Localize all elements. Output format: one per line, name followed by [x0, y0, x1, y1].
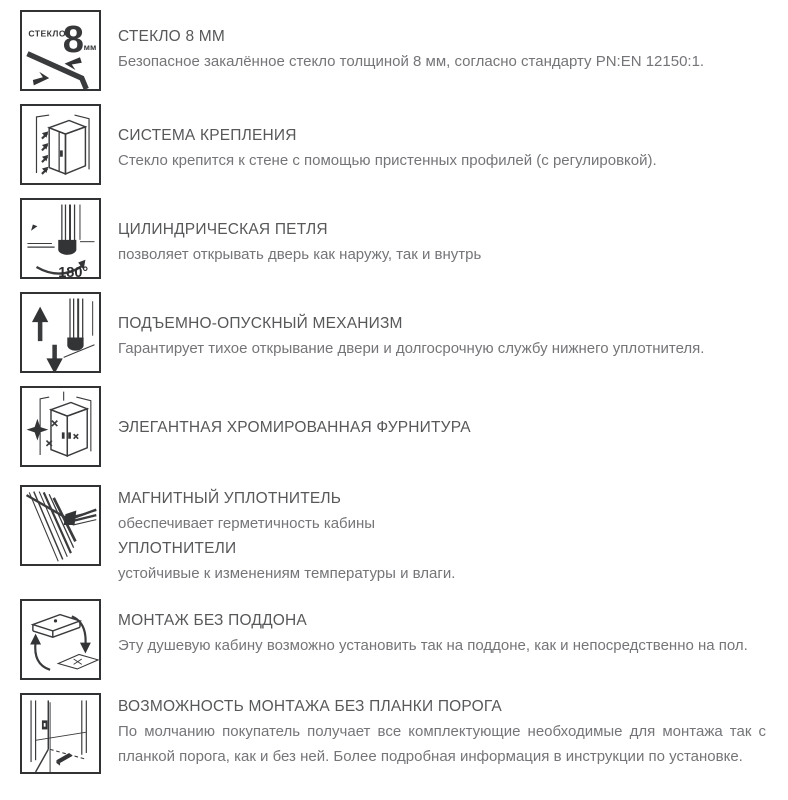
feature-title: МАГНИТНЫЙ УПЛОТНИТЕЛЬ: [118, 490, 342, 507]
feature-description: обеспечивает герметичность кабины: [118, 515, 376, 532]
feature-title-secondary: УПЛОТНИТЕЛИ: [118, 540, 237, 557]
feature-title: ЭЛЕГАНТНАЯ ХРОМИРОВАННАЯ ФУРНИТУРА: [118, 419, 471, 436]
glass-icon-number: 8: [62, 18, 84, 61]
feature-title: ЦИЛИНДРИЧЕСКАЯ ПЕТЛЯ: [118, 221, 328, 238]
feature-description: Эту душевую кабину возможно установить так на поддоне, как и непосредственно на пол.: [118, 637, 748, 654]
glass-8mm-icon: [20, 10, 101, 91]
feature-title: МОНТАЖ БЕЗ ПОДДОНА: [118, 612, 307, 629]
feature-description: Гарантирует тихое открывание двери и долгосрочную службу нижнего уплотнителя.: [118, 340, 705, 357]
feature-title: ВОЗМОЖНОСТЬ МОНТАЖА БЕЗ ПЛАНКИ ПОРОГА: [118, 698, 502, 715]
feature-title: ПОДЪЕМНО-ОПУСКНЫЙ МЕХАНИЗМ: [118, 315, 403, 332]
feature-description-secondary: устойчивые к изменениям температуры и влаги.: [118, 565, 456, 582]
feature-description: По молчанию покупатель получает все комплектующие необходимые для монтажа так с планкой порога, как и без ней. Более подробная информация в инструкции по установке.: [118, 723, 766, 765]
feature-title: СТЕКЛО 8 ММ: [118, 28, 225, 45]
cylindrical-hinge-180-icon: [20, 198, 101, 279]
feature-row-hinge: [20, 198, 788, 279]
feature-description: позволяет открывать дверь как наружу, так и внутрь: [118, 246, 482, 263]
feature-row-mounting: [20, 104, 788, 185]
glass-icon-unit: мм: [83, 42, 97, 53]
feature-row-seals: [20, 485, 788, 586]
feature-row-no-tray: [20, 599, 788, 680]
no-threshold-bar-icon: [20, 693, 101, 774]
feature-description: Стекло крепится к стене с помощью пристенных профилей (с регулировкой).: [118, 152, 657, 169]
magnetic-seal-icon: [20, 485, 101, 566]
feature-row-glass: [20, 10, 788, 91]
feature-description: Безопасное закалённое стекло толщиной 8 мм, согласно стандарту PN:EN 12150:1.: [118, 53, 705, 70]
wall-mount-system-icon: [20, 104, 101, 185]
chrome-hardware-sparkle-icon: [20, 386, 101, 467]
hinge-angle-label: 180°: [58, 265, 89, 277]
feature-row-chrome-hardware: [20, 386, 788, 467]
feature-row-lift-mechanism: [20, 292, 788, 373]
feature-title: СИСТЕМА КРЕПЛЕНИЯ: [118, 127, 297, 144]
feature-row-no-threshold: [20, 693, 788, 774]
no-tray-mounting-icon: [20, 599, 101, 680]
glass-icon-label: СТЕКЛО: [28, 28, 66, 39]
lift-lower-mechanism-icon: [20, 292, 101, 373]
